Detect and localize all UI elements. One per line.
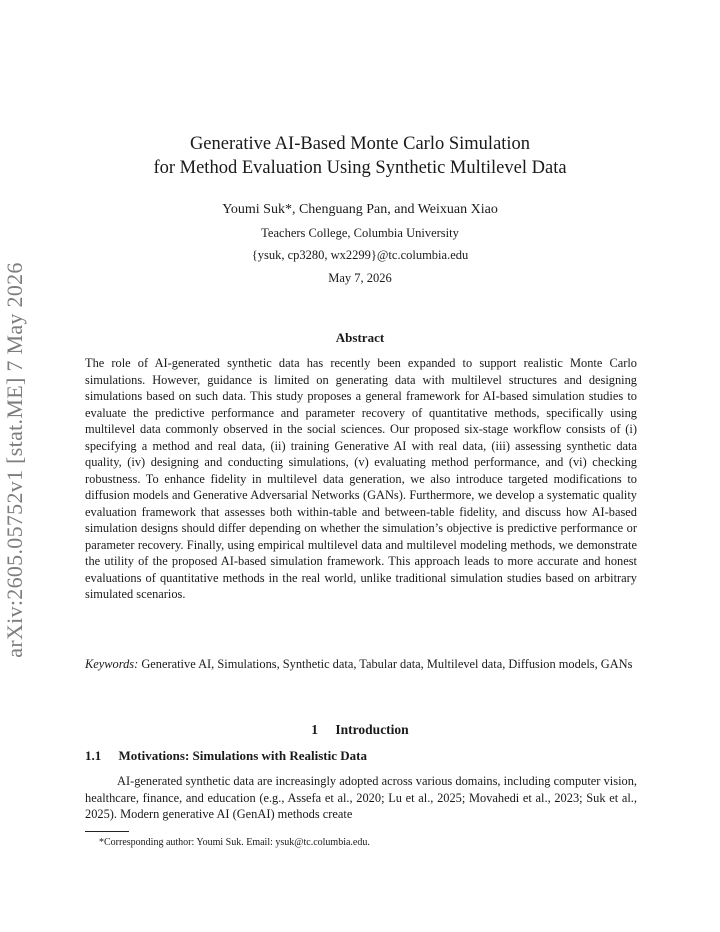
paper-title-line-2: for Method Evaluation Using Synthetic Multilevel Data [153,158,567,178]
subsection-number: 1.1 [85,748,102,763]
keywords-label: Keywords: [85,657,139,671]
section-number: 1 [311,722,319,737]
subsection-heading [85,748,367,764]
affiliation: Teachers College, Columbia University [261,226,459,240]
abstract-text: The role of AI-generated synthetic data has recently been expanded to support realistic Monte Carlo simulations. However, guidance is limited on generating data with multilevel structures and designing simulations based on such data. This study proposes a general framework for AI-based simulation studies to evaluate the predictive performance and parameter recovery of quantitative methods, specifically using multilevel data commonly observed in the social sciences. Our proposed six-stage workflow consists of (i) specifying a method and real data, (ii) training Generative AI with real data, (iii) assessing synthetic data quality, (iv) designing and conducting simulations, (v) evaluating method performance, and (vi) checking robustness. To enhance fidelity in multilevel data generation, we also introduce targeted modifications to diffusion models and Generative Adversarial Networks (GANs). Furthermore, we develop a systematic quality evaluation framework that assesses both within-table and between-table fidelity, and discuss how AI-based simulation designs should differ depending on whether the simulation’s objective is predictive performance or parameter recovery. Finally, using empirical multilevel data and multilevel modeling methods, we demonstrate the utility of the proposed AI-based simulation framework. This approach leads to more accurate and honest evaluations of quantitative methods in the real world, unlike traditional simulation studies based on arbitrary simulated scenarios. [85,356,637,601]
author-list: Youmi Suk*, Chenguang Pan, and Weixuan Xiao [222,202,498,217]
subsection-title: Motivations: Simulations with Realistic Data [118,748,367,763]
section-title: Introduction [335,722,409,737]
intro-paragraph: AI-generated synthetic data are increasingly adopted across various domains, including computer vision, healthcare, finance, and education (e.g., Assefa et al., 2020; Lu et al., 2025; Movahedi et al., 2023; Suk et al., 2025). Modern generative AI (GenAI) methods create [85,774,637,821]
section-heading [0,722,720,738]
paper-date: May 7, 2026 [328,271,392,285]
arxiv-side-identifier: arXiv:2605.05752v1 [stat.ME] 7 May 2026 [2,262,27,658]
keywords-text: Generative AI, Simulations, Synthetic data, Tabular data, Multilevel data, Diffusion models, GANs [141,657,633,671]
footnote: *Corresponding author: Youmi Suk. Email: ysuk@tc.columbia.edu. [99,837,370,848]
abstract-heading: Abstract [335,330,385,345]
footnote-rule [85,831,129,832]
author-emails: {ysuk, cp3280, wx2299}@tc.columbia.edu [251,248,469,262]
paper-title-line-1: Generative AI-Based Monte Carlo Simulation [189,134,531,154]
keywords [85,656,637,673]
paper-title [0,132,720,180]
